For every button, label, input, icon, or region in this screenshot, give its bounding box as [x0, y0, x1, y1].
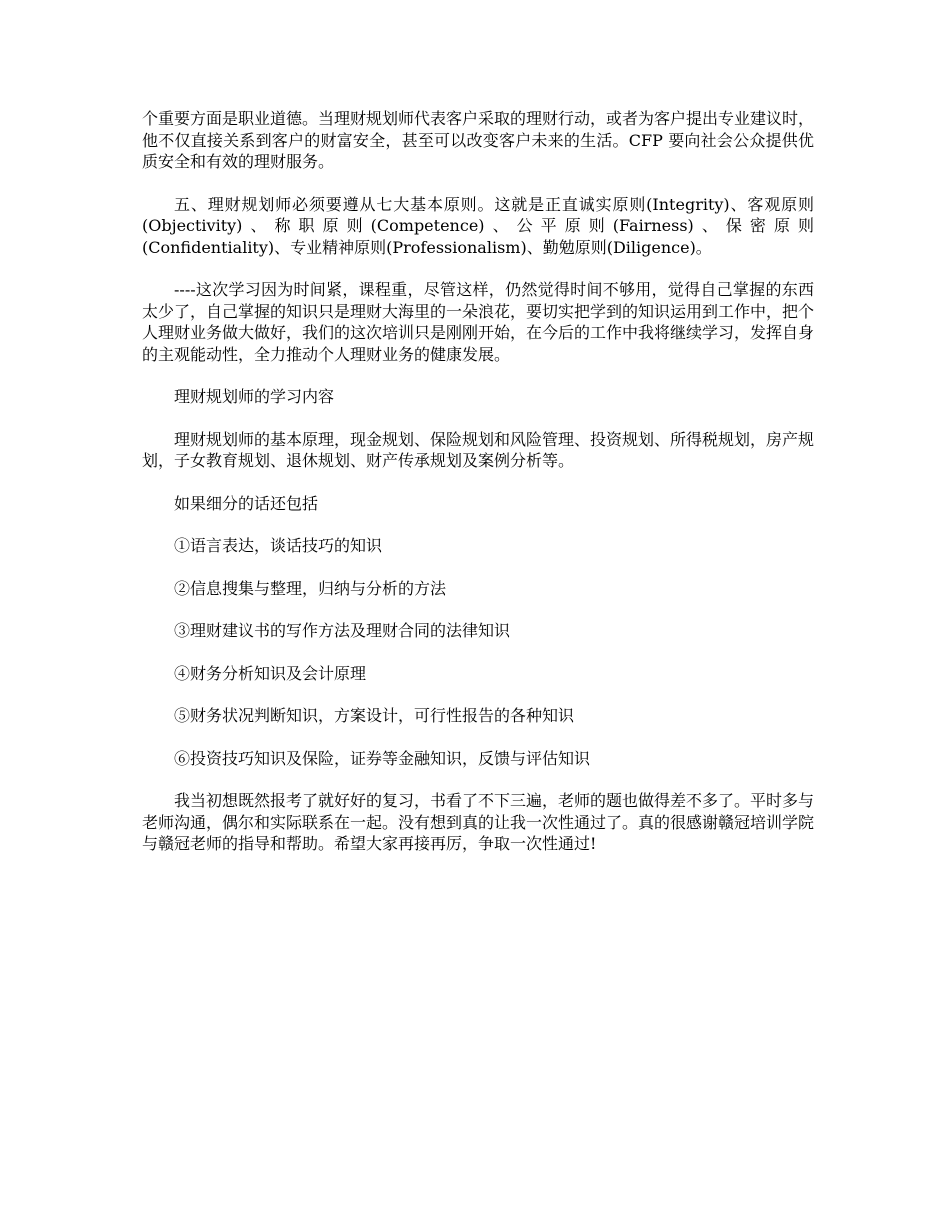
paragraph-study-reflection: ----这次学习因为时间紧，课程重，尽管这样，仍然觉得时间不够用，觉得自己掌握的东西太少了，自己掌握的知识只是理财大海里的一朵浪花，要切实把学到的知识运用到工作中，把个人理财业务做大做好，我们的这次培训只是刚刚开始，在今后的工作中我将继续学习，发挥自身的主观能动性，全力推动个人理财业务的健康发展。: [142, 280, 815, 364]
list-item: ④财务分析知识及会计原理: [174, 663, 367, 683]
list-item: ①语言表达，谈话技巧的知识: [174, 536, 383, 555]
list-item: ②信息搜集与整理，归纳与分析的方法: [174, 578, 447, 598]
document-body: [142, 108, 814, 876]
list-item: ⑥投资技巧知识及保险，证券等金融知识，反馈与评估知识: [174, 748, 591, 768]
paragraph-seven-principles: 五、理财规划师必须要遵从七大基本原则。这就是正直诚实原则(Integrity)、客观原则(Objectivity)、称职原则(Competence)、公平原则(Fairness)、保密原则(Confidentiality)、专业精神原则(Professionalism)、勤勉原则(Diligence)。: [142, 194, 814, 257]
list-item: ⑤财务状况判断知识，方案设计，可行性报告的各种知识: [174, 706, 575, 725]
paragraph-detail-intro: 如果细分的话还包括: [174, 493, 319, 513]
section-heading-study-content: 理财规划师的学习内容: [174, 387, 335, 406]
paragraph-professional-ethics: 个重要方面是职业道德。当理财规划师代表客户采取的理财行动，或者为客户提出专业建议时，他不仅直接关系到客户的财富安全，甚至可以改变客户未来的生活。CFP 要向社会公众提供优质安全和有效的理财服务。: [142, 109, 815, 171]
list-item: ③理财建议书的写作方法及理财合同的法律知识: [174, 621, 511, 640]
paragraph-basic-principles: 理财规划师的基本原理，现金规划、保险规划和风险管理、投资规划、所得税规划，房产规划，子女教育规划、退休规划、财产传承规划及案例分析等。: [142, 429, 815, 470]
paragraph-exam-experience: 我当初想既然报考了就好好的复习，书看了不下三遍，老师的题也做得差不多了。平时多与老师沟通，偶尔和实际联系在一起。没有想到真的让我一次性通过了。真的很感谢赣冠培训学院与赣冠老师的指导和帮助。希望大家再接再厉，争取一次性通过!: [142, 791, 815, 853]
